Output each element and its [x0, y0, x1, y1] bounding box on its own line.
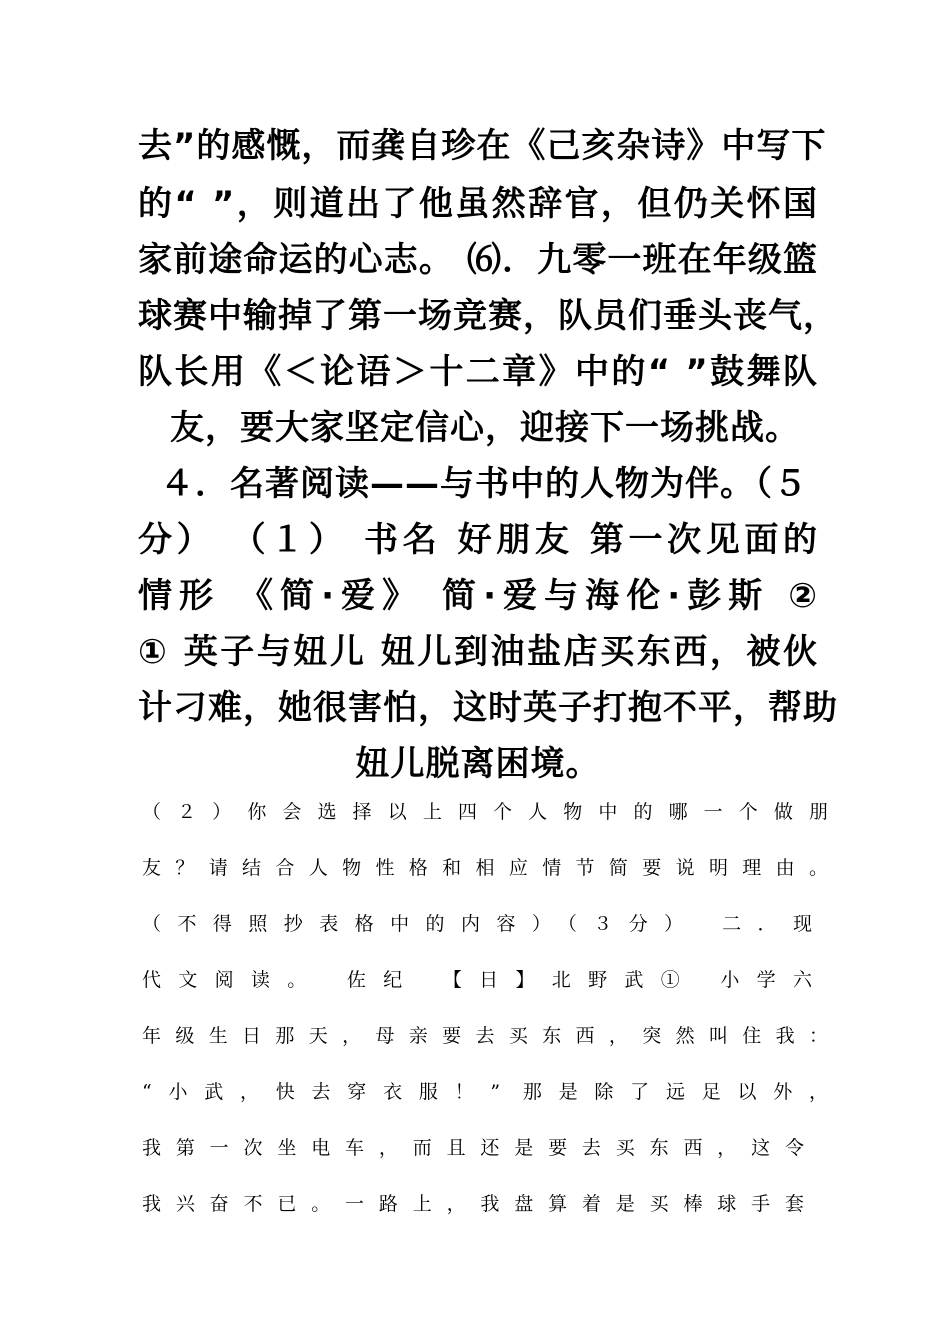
small-line-5: 年级生日那天，母亲要去买东西，突然叫住我：	[142, 1025, 828, 1047]
small-line-7: 我第一次坐电车，而且还是要去买东西，这令	[142, 1137, 804, 1159]
table-row-1: 情形 《简·爱》 简·爱与海伦·彭斯 ②	[138, 576, 818, 616]
question-4-heading: ４．名著阅读——与书中的人物为伴。（５	[160, 464, 808, 504]
table-row-2-end: 妞儿脱离困境。	[355, 744, 601, 784]
small-line-2: 友？请结合人物性格和相应情节简要说明理由。	[142, 857, 828, 879]
table-row-2: ① 英子与妞儿 妞儿到油盐店买东西，被伙	[138, 632, 818, 672]
table-header-row: 分） （１） 书名 好朋友 第一次见面的	[138, 520, 818, 560]
text-line-3: 家前途命运的心志。 ⑹．九零一班在年级篮	[138, 240, 818, 280]
table-row-2-cont: 计刁难，她很害怕，这时英子打抱不平，帮助	[138, 688, 838, 728]
small-line-3: （不得照抄表格中的内容）（３分） 二．现	[142, 913, 812, 935]
small-line-8: 我兴奋不已。一路上，我盘算着是买棒球手套	[142, 1193, 804, 1215]
small-line-1: （２）你会选择以上四个人物中的哪一个做朋	[142, 801, 828, 823]
text-line-2: 的“ ”，则道出了他虽然辞官，但仍关怀国	[138, 184, 818, 224]
text-line-6: 友，要大家坚定信心，迎接下一场挑战。	[170, 408, 800, 448]
text-line-4: 球赛中输掉了第一场竞赛，队员们垂头丧气，	[138, 296, 838, 336]
text-line-1: 去”的感慨，而龚自珍在《己亥杂诗》中写下	[138, 126, 827, 166]
small-line-4: 代文阅读。 佐纪 【日】北野武① 小学六	[142, 969, 812, 991]
small-line-6: “小武，快去穿衣服！” 那是除了远足以外，	[142, 1081, 828, 1103]
text-line-5: 队长用《＜论语＞十二章》中的“ ”鼓舞队	[138, 352, 818, 392]
